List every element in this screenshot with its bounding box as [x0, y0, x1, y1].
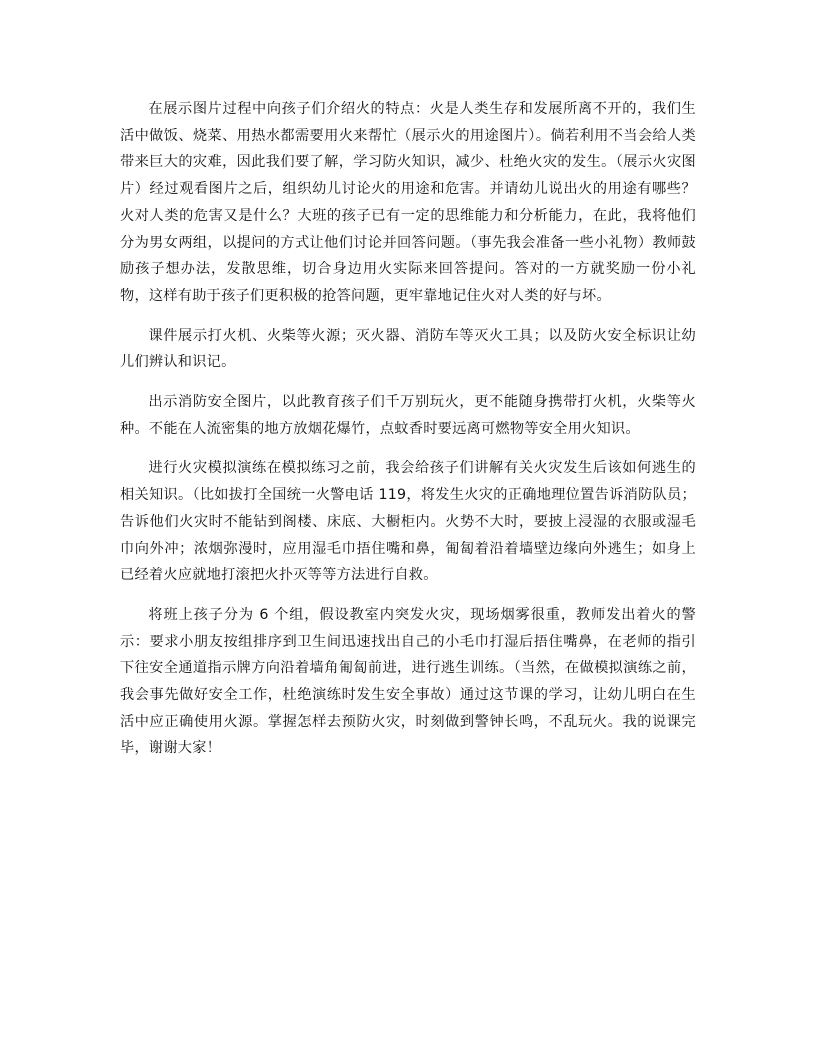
paragraph-fire-safety-pictures: 出示消防安全图片，以此教育孩子们千万别玩火，更不能随身携带打火机，火柴等火种。不能在人流密集的地方放烟花爆竹，点蚊香时要远离可燃物等安全用火知识。 — [120, 394, 696, 437]
document-body — [120, 96, 696, 775]
paragraph-fire-introduction: 在展示图片过程中向孩子们介绍火的特点：火是人类生存和发展所离不开的，我们生活中做饭、烧菜、用热水都需要用火来帮忙（展示火的用途图片）。倘若利用不当会给人类带来巨大的灾难，因此我们要了解，学习防火知识，减少、杜绝火灾的发生。（展示火灾图片）经过观看图片之后，组织幼儿讨论火的用途和危害。并请幼儿说出火的用途有哪些？火对人类的危害又是什么？大班的孩子已有一定的思维能力和分析能力，在此，我将他们分为男女两组，以提问的方式让他们讨论并回答问题。（事先我会准备一些小礼物）教师鼓励孩子想办法，发散思维，切合身边用火实际来回答提问。答对的一方就奖励一份小礼物，这样有助于孩子们更积极的抢答问题，更牢靠地记住火对人类的好与坏。 — [120, 101, 696, 304]
paragraph-fire-drill: 将班上孩子分为 6 个组，假设教室内突发火灾，现场烟雾很重，教师发出着火的警示：要求小朋友按组排序到卫生间迅速找出自己的小毛巾打湿后捂住嘴鼻，在老师的指引下往安全通道指示牌方向沿着墙角匍匐前进，进行逃生训练。（当然，在做模拟演练之前，我会事先做好安全工作，杜绝演练时发生安全事故）通过这节课的学习，让幼儿明白在生活中应正确使用火源。掌握怎样去预防火灾，时刻做到警钟长鸣，不乱玩火。我的说课完毕，谢谢大家！ — [120, 606, 696, 757]
paragraph-courseware-display: 课件展示打火机、火柴等火源；灭火器、消防车等灭火工具；以及防火安全标识让幼儿们辨认和识记。 — [120, 327, 696, 371]
paragraph-escape-knowledge: 进行火灾模拟演练在模拟练习之前，我会给孩子们讲解有关火灾发生后该如何逃生的相关知识。（比如拔打全国统一火警电话 119，将发生火灾的正确地理位置告诉消防队员；告诉他们火灾时不能钻到阁楼、床底、大橱柜内。火势不大时，要披上浸湿的衣服或湿毛巾向外冲；浓烟弥漫时，应用湿毛巾捂住嘴和鼻，匍匐着沿着墙壁边缘向外逃生；如身上已经着火应就地打滚把火扑灭等等方法进行自救。 — [120, 460, 696, 584]
